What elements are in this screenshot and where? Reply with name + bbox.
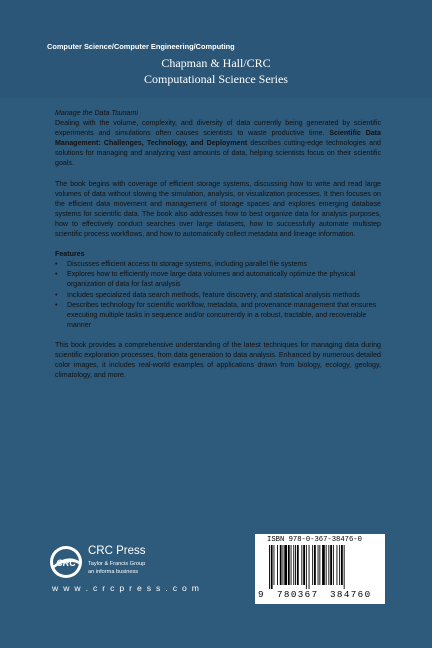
tagline: Manage the Data Tsunami — [55, 109, 138, 117]
isbn-text: ISBN 978-0-367-38476-0 — [267, 536, 362, 544]
barcode-bar — [312, 545, 313, 585]
barcode-bar — [344, 545, 345, 589]
barcode-bar — [319, 545, 320, 585]
feature-item: • Includes specialized data search methods, feature discovery, and statistical analysis methods — [55, 290, 381, 300]
barcode-bar — [293, 545, 294, 585]
summary-paragraph: This book provides a comprehensive understanding of the latest techniques for managing data during scientific exploration processes, from data generation to data analysis. Enhanced by numerous detailed color images, it includes real-world examples of applications drawn from biology, ecology, geology, climatology, and more. — [55, 340, 381, 380]
barcode-bar — [318, 545, 319, 585]
barcode-bar — [288, 545, 290, 585]
barcode-bar — [283, 545, 284, 585]
features-heading: Features — [55, 250, 85, 259]
series-title: Computational Science Series — [144, 72, 288, 86]
book-title: Scientific Data Management: Challenges, Technology, and Deployment — [55, 129, 381, 148]
barcode-bar — [322, 545, 325, 585]
barcode-bar — [337, 545, 338, 585]
features-list — [55, 259, 381, 330]
barcode-bar — [326, 545, 327, 585]
intro-paragraph — [55, 118, 381, 168]
intro-text-end: describes cutting-edge technologies and solutions for managing and analyzing vast amounts of data, helping scientists focus on their scientific goals. — [55, 139, 381, 168]
ean-left-digits: 780367 — [277, 589, 319, 600]
category-label: Computer Science/Computer Engineering/Computing — [47, 42, 235, 51]
barcode-bar — [271, 545, 273, 589]
barcode-bar — [303, 545, 305, 585]
barcode-bar — [341, 545, 343, 585]
isbn-barcode — [255, 534, 385, 604]
publisher-business: an informa business — [88, 569, 139, 575]
publisher-name: CRC Press — [88, 545, 146, 557]
barcode-bar — [309, 545, 310, 589]
barcode-bar — [277, 545, 278, 585]
barcode-bar — [330, 545, 332, 585]
feature-item: • Describes technology for scientific workflow, metadata, and provenance management that ensures executing multiple tasks in sequence and/or concurrently in a robust, tractable, and recoverable manner — [55, 300, 381, 330]
barcode-bar — [269, 545, 270, 589]
barcode-bar — [333, 545, 334, 585]
barcode-bar — [328, 545, 329, 585]
feature-item: • Explores how to efficiently move large data volumes and automatically optimize the physical organization of data for fast analysis — [55, 269, 381, 289]
overview-paragraph: The book begins with coverage of efficient storage systems, discussing how to write and read large volumes of data without slowing the simulation, analysis, or visualization processes. It then focuses on the efficient data movement and management of storage spaces and explores emerging database systems for scientific data. The book also addresses how to best organize data for analysis purposes, how to effectively conduct searches over large datasets, how to successfully automate multistep scientific process workflows, and how to automatically collect metadata and lineage information. — [55, 179, 381, 239]
barcode-bar — [284, 545, 287, 585]
publisher-url: w w w . c r c p r e s s . c o m — [52, 583, 201, 593]
feature-item: • Discusses efficient access to storage systems, including parallel file systems — [55, 259, 381, 269]
barcode-bar — [280, 545, 282, 585]
publisher-group: Taylor & Francis Group — [88, 561, 146, 567]
blurb — [55, 108, 381, 390]
ean-first-digit: 9 — [258, 589, 264, 600]
crc-press-logo — [49, 545, 83, 579]
barcode-bar — [314, 545, 316, 585]
barcode-bar — [306, 545, 307, 589]
barcode-bar — [295, 545, 296, 585]
barcode-bar — [291, 545, 292, 585]
barcode-bar — [339, 545, 340, 585]
logo-text: CRC — [56, 558, 76, 568]
barcode-bar — [301, 545, 302, 585]
barcode-bar — [274, 545, 275, 585]
ean-right-digits: 384760 — [330, 589, 372, 600]
barcode-bar — [297, 545, 299, 585]
intro-text-start: Dealing with the volume, complexity, and diversity of data currently being generated by scientific experiments and simulations often causes scientists to waste productive time. — [55, 119, 381, 138]
series-publisher: Chapman & Hall/CRC — [161, 56, 271, 70]
barcode-bars — [267, 545, 373, 589]
